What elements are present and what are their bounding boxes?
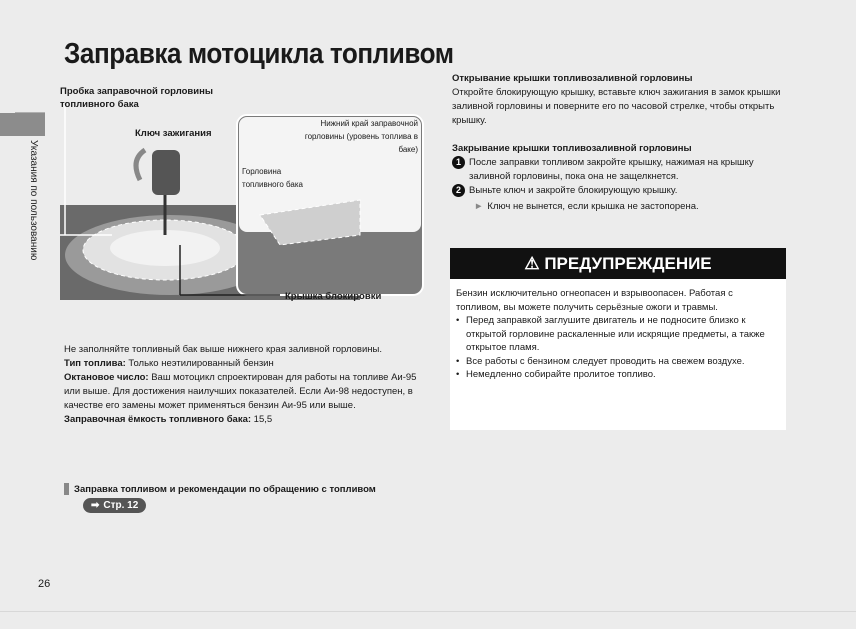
step-1 — [452, 156, 787, 184]
note-text: Ключ не вынется, если крышка не застопорена. — [487, 201, 699, 212]
fuel-type-label: Тип топлива: — [64, 358, 126, 369]
page-reference-link[interactable] — [83, 498, 146, 513]
step-text: Выньте ключ и закройте блокирующую крышку. — [469, 185, 678, 196]
page-title: Заправка мотоцикла топливом — [64, 38, 454, 70]
warning-item: • Перед заправкой заглушите двигатель и не подносите близко к открытой горловине раскаленные или искрящие предметы, а также открытое пламя. — [456, 314, 780, 355]
reference — [64, 483, 376, 495]
note — [452, 200, 787, 214]
warning-header — [450, 248, 786, 279]
fuel-info — [64, 343, 434, 427]
label-ignition-key: Ключ зажигания — [135, 128, 212, 139]
closing-heading: Закрывание крышки топливозаливной горловины — [452, 143, 692, 154]
fuel-type-value: Только неэтилированный бензин — [125, 358, 274, 369]
label-fuel-cap: Пробка заправочной горловины топливного бака — [60, 86, 213, 110]
warning-title: ПРЕДУПРЕЖДЕНИЕ — [544, 254, 712, 273]
arrow-right-icon: ➡ — [91, 500, 100, 511]
warning-triangle-icon: ⚠ — [524, 254, 545, 273]
step-text: После заправки топливом закройте крышку, нажимая на крышку заливной горловины, пока она не защелкнется. — [469, 157, 754, 182]
label-fuel-neck: Горловина топливного бака — [242, 167, 303, 189]
capacity-label: Заправочная ёмкость топливного бака: — [64, 414, 252, 425]
section-tab-label: Указания по пользованию — [28, 140, 39, 261]
step-2 — [452, 184, 787, 198]
fill-level-text: Не заполняйте топливный бак выше нижнего края заливной горловины. — [64, 344, 382, 355]
octane-label: Октановое число: — [64, 372, 149, 383]
opening-heading: Открывание крышки топливозаливной горловины — [452, 73, 693, 84]
reference-text: Заправка топливом и рекомендации по обращению с топливом — [74, 483, 376, 495]
note-arrow-icon: ► — [474, 201, 484, 212]
section-tab[interactable] — [0, 113, 45, 136]
reference-marker — [64, 483, 69, 495]
label-lock-cover: Крышка блокировки — [285, 291, 382, 302]
warning-item: • Немедленно собирайте пролитое топливо. — [456, 368, 780, 382]
capacity-value: 15,5 — [251, 414, 273, 425]
octane-value: Ваш мотоцикл спроектирован для работы на топливе Аи-95 или выше. Для достижения наилучших показателей. Если Аи-98 недоступен, в качестве его замены может применяться бензин Аи-95 или выше. — [64, 372, 417, 411]
step-number: 2 — [452, 184, 465, 197]
opening-text: Откройте блокирующую крышку, вставьте ключ зажигания в замок крышки заливной горловины и поверните его по часовой стрелке, чтобы открыть крышку. — [452, 87, 781, 126]
step-number: 1 — [452, 156, 465, 169]
footer-divider — [0, 611, 856, 612]
warning-body — [450, 279, 786, 390]
instructions-column — [452, 72, 787, 214]
page-reference-label: Стр. 12 — [103, 500, 139, 511]
label-lower-edge: Нижний край заправочной горловины (уровень топлива в баке) — [304, 119, 418, 154]
warning-intro: Бензин исключительно огнеопасен и взрывоопасен. Работая с топливом, вы можете получить серьёзные ожоги и травмы. — [456, 288, 733, 313]
page-number: 26 — [38, 578, 51, 590]
warning-item: • Все работы с бензином следует проводить на свежем воздухе. — [456, 355, 780, 369]
warning-box — [450, 248, 786, 430]
fuel-cap-illustration — [60, 86, 425, 305]
